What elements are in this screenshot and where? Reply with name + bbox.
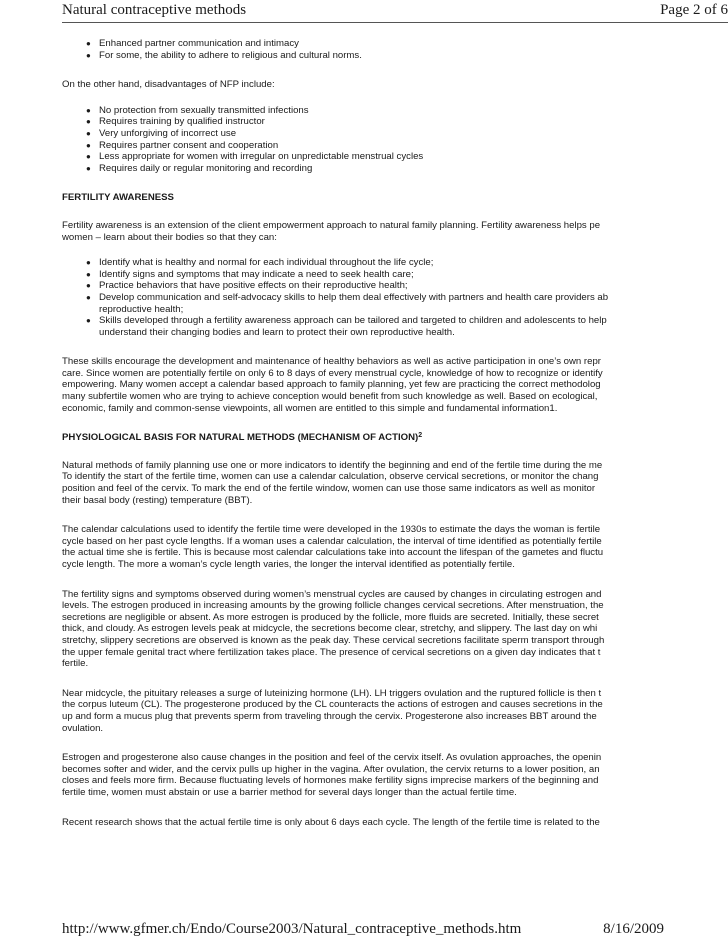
document-body — [62, 38, 728, 828]
paragraph-skills: These skills encourage the development and maintenance of healthy behaviors as well as active participation in one’s own repr care. Since women are potentially fertile on only 6 to 8 days of every menstrual cycle, knowledge of how to recognize or identify empowering. Many women accept a calendar based approach to family planning, yet few are practicing the correct methodolog many subfertile women who are trying to achieve conception would benefit from such knowledge as well. Based on ecological, economic, family and common-sense viewpoints, all women are entitled to this simple and fundamental information1. — [62, 356, 603, 414]
paragraph-fertility-signs: The fertility signs and symptoms observed during women’s menstrual cycles are caused by changes in circulating estrogen and levels. The estrogen produced in increasing amounts by the growing follicle changes cervical secretions. After menstruation, the secretions are negligible or absent. As more estrogen is produced by the follicle, more fluids are secreted. Initially, these secret thick, and cloudy. As estrogen levels peak at midcycle, the secretions become clear, stretchy, and slippery. The last day on whi stretchy, slippery secretions are observed is known as the peak day. These cervical secretions facilitate sperm transport through the upper female genital tract where fertilization takes place. The presence of cervical secretions on a given day indicates that t fertile. — [62, 588, 605, 670]
section-heading-fertility-awareness: FERTILITY AWARENESS — [62, 192, 174, 204]
list-item: ● Very unforgiving of incorrect use — [62, 128, 728, 140]
list-item: ● Requires daily or regular monitoring and recording — [62, 163, 728, 175]
list-item: ● Identify signs and symptoms that may indicate a need to seek health care; — [62, 269, 728, 281]
disadvantages-list — [62, 105, 728, 175]
paragraph-midcycle: Near midcycle, the pituitary releases a surge of luteinizing hormone (LH). LH triggers ovulation and the ruptured follicle is then t the corpus luteum (CL). The progesterone produced by the CL counteracts the actions of estrogen and causes secretions in the up and form a mucus plug that prevents sperm from traveling through the cervix. Progesterone also increases BBT around the ovulation. — [62, 687, 603, 734]
paragraph-natural-methods: Natural methods of family planning use one or more indicators to identify the beginning and end of the fertile time during the me To identify the start of the fertile time, women can use a calendar calculation, observe cervical secretions, or monitor the chang position and feel of the cervix. To mark the end of the fertile window, women can use those same indicators as well as monitor their basal body (resting) temperature (BBT). — [62, 459, 603, 506]
list-item: ● For some, the ability to adhere to religious and cultural norms. — [62, 50, 728, 62]
fertility-awareness-list — [62, 257, 728, 338]
list-item: ● Develop communication and self-advocacy skills to help them deal effectively with partners and health care providers ab reproductive health; — [62, 292, 728, 315]
paragraph-recent-research: Recent research shows that the actual fertile time is only about 6 days each cycle. The length of the fertile time is related to the — [62, 816, 600, 828]
paragraph-cervix: Estrogen and progesterone also cause changes in the position and feel of the cervix itself. As ovulation approaches, the openin becomes softer and wider, and the cervix pulls up higher in the vagina. After ovulation, the cervix returns to a lower position, an closes and feels more firm. Because fluctuating levels of hormones make fertility signs imprecise markers of the beginning and fertile time, women must abstain or use a barrier method for several days longer than the actual fertile time. — [62, 752, 602, 798]
print-date: 8/16/2009 — [603, 921, 664, 937]
page-header — [0, 0, 728, 26]
list-item: ● Practice behaviors that have positive effects on their reproductive health; — [62, 280, 728, 292]
list-item: ● Enhanced partner communication and intimacy — [62, 38, 728, 50]
source-url: http://www.gfmer.ch/Endo/Course2003/Natural_contraceptive_methods.htm — [62, 921, 522, 937]
list-item: ● Skills developed through a fertility awareness approach can be tailored and targeted to children and adolescents to help understand their changing bodies and learn to protect their own reproductive health. — [62, 315, 728, 338]
header-divider — [62, 22, 728, 23]
paragraph-calendar: The calendar calculations used to identify the fertile time were developed in the 1930s to estimate the days the woman is fertile cycle based on her past cycle lengths. If a woman uses a calendar calculation, the interval of time identified as potentially fertile the actual time she is fertile. This is because most calendar calculations take into account the lifespan of the gametes and fluctu cycle length. The more a woman’s cycle length varies, the longer the interval identified as potentially fertile. — [62, 524, 604, 570]
page-footer — [0, 917, 728, 942]
list-item: ● Requires partner consent and cooperation — [62, 140, 728, 152]
advantages-list — [62, 38, 728, 61]
list-item: ● Identify what is healthy and normal for each individual throughout the life cycle; — [62, 257, 728, 269]
disadvantages-intro: On the other hand, disadvantages of NFP include: — [62, 79, 275, 91]
list-item: ● Less appropriate for women with irregular on unpredictable menstrual cycles — [62, 151, 728, 163]
list-item: ● No protection from sexually transmitted infections — [62, 105, 728, 117]
page-number: Page 2 of 6 — [660, 2, 728, 18]
fertility-awareness-intro: Fertility awareness is an extension of the client empowerment approach to natural family planning. Fertility awareness helps pe women – learn about their bodies so that they can: — [62, 219, 601, 243]
list-item: ● Requires training by qualified instructor — [62, 116, 728, 128]
section-heading-physiological-basis: PHYSIOLOGICAL BASIS FOR NATURAL METHODS (MECHANISM OF ACTION)$^2$ — [62, 432, 423, 444]
document-title: Natural contraceptive methods — [62, 2, 247, 18]
footnote-ref: 2 — [418, 432, 423, 440]
